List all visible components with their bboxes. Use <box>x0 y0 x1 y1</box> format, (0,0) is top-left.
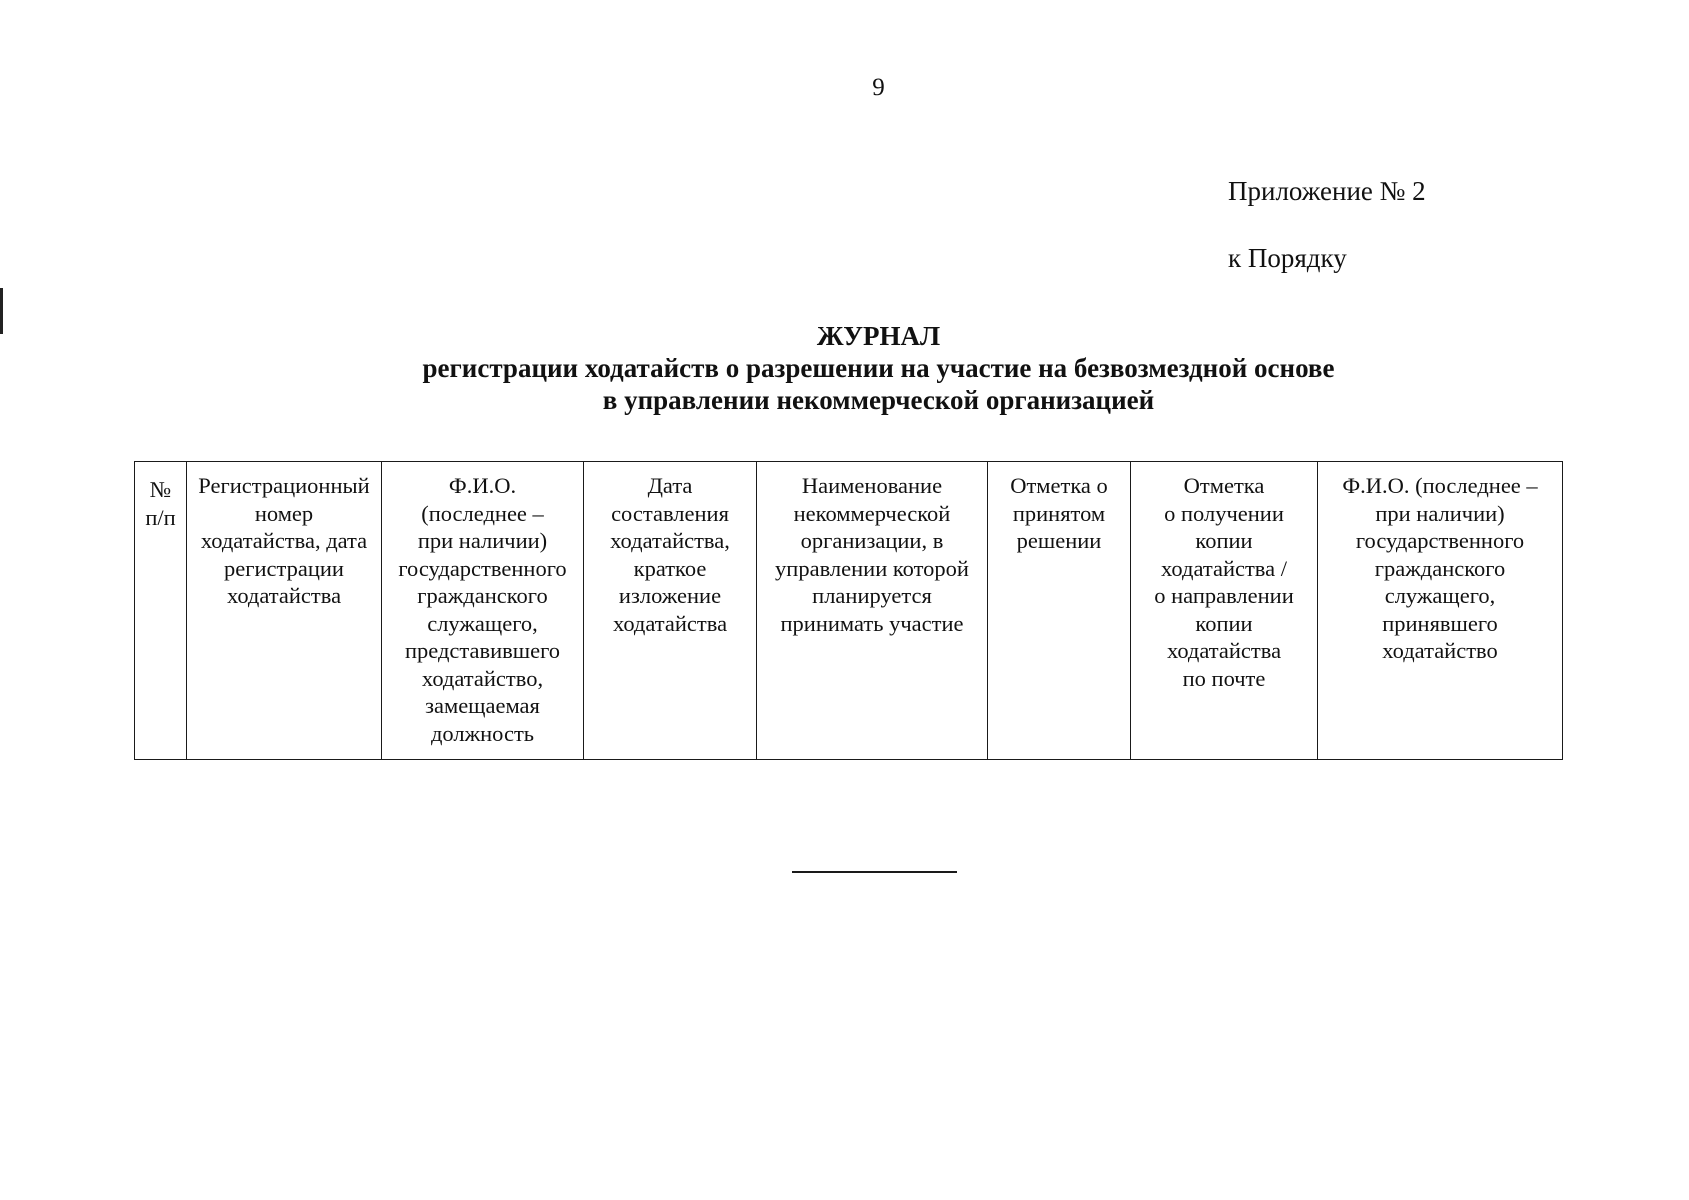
title-subtitle-line-2: в управлении некоммерческой организацией <box>602 385 1155 415</box>
header-cell-decision-mark <box>988 462 1131 760</box>
document-title <box>0 320 1689 416</box>
journal-table <box>134 461 1563 760</box>
appendix-reference: к Порядку <box>1228 243 1347 273</box>
header-cell-copy-mark <box>1131 462 1318 760</box>
header-cell-number <box>135 462 187 760</box>
header-cell-organization-name <box>757 462 988 760</box>
header-label: Дата составления ходатайства, краткое изложение ходатайства <box>610 473 730 636</box>
table-header-row <box>135 462 1563 760</box>
end-separator-line <box>792 871 957 873</box>
page-number: 9 <box>872 74 885 101</box>
title-subtitle-line-1: регистрации ходатайств о разрешении на участие на безвозмездной основе <box>422 353 1335 383</box>
header-cell-registration-number <box>187 462 382 760</box>
header-label: Отметка о получении копии ходатайства / о направлении копии ходатайства по почте <box>1154 473 1294 691</box>
header-label: Ф.И.О. (последнее – при наличии) государственного гражданского служащего, представившего ходатайство, замещаемая должность <box>398 473 567 746</box>
header-label: Регистрационный номер ходатайства, дата регистрации ходатайства <box>198 473 370 608</box>
header-cell-date-summary <box>584 462 757 760</box>
header-label: Ф.И.О. (последнее – при наличии) государственного гражданского служащего, принявшего ходатайство <box>1342 473 1538 663</box>
header-label: Наименование некоммерческой организации, в управлении которой планируется принимать участие <box>775 473 969 636</box>
header-label: Отметка о принятом решении <box>1010 473 1108 553</box>
header-label: № п/п <box>145 477 176 530</box>
title-heading: ЖУРНАЛ <box>816 321 941 351</box>
appendix-label: Приложение № 2 <box>1228 176 1426 206</box>
header-cell-applicant-name <box>382 462 584 760</box>
header-cell-receiver-name <box>1318 462 1563 760</box>
